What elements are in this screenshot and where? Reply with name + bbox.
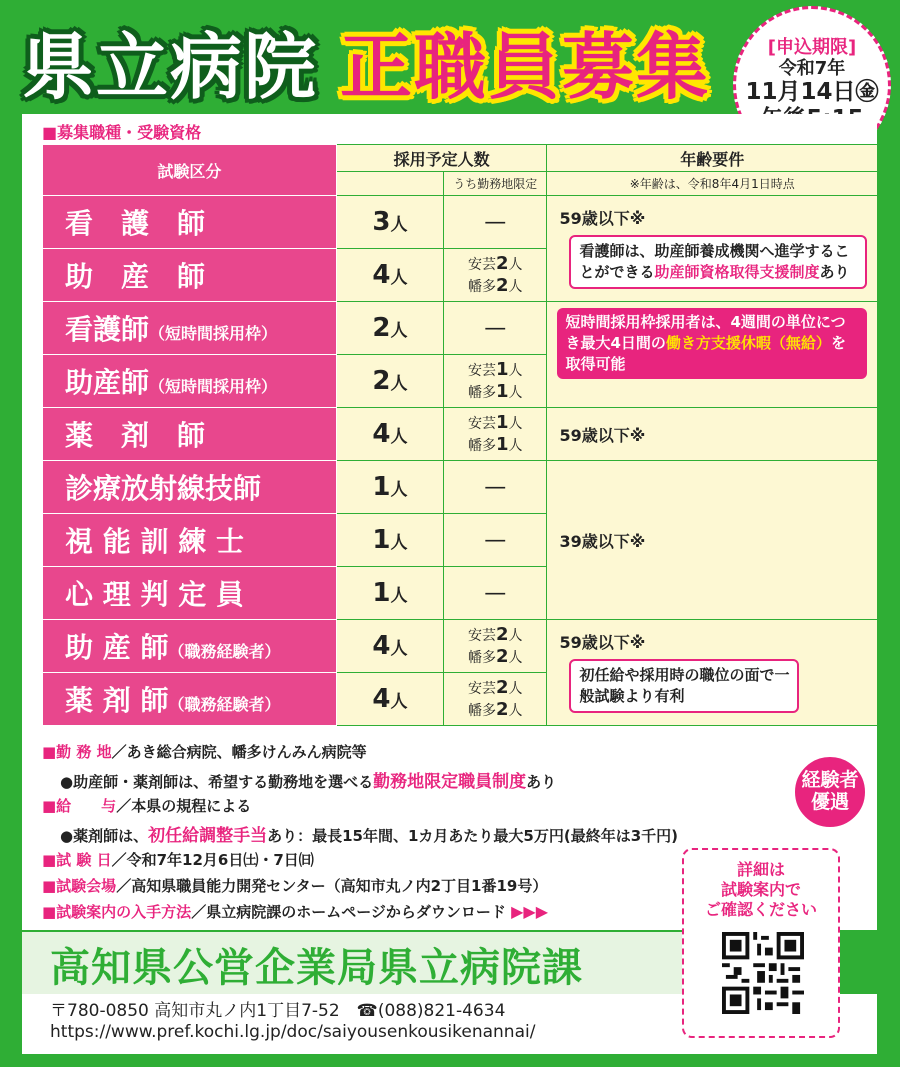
loc-num: 2 (496, 253, 509, 275)
short-note-text: 短時間採用枠採用者は、4週間の単位につき最大4日間の (565, 313, 846, 352)
row-category (43, 249, 337, 302)
row-count (336, 249, 443, 302)
work-note-text: ●助産師・薬剤師は、希望する勤務地を選べる (60, 773, 374, 791)
age-cell-pharmacist (547, 408, 878, 461)
table-row (43, 461, 878, 514)
table-row (43, 408, 878, 461)
row-count-unit: 人 (390, 692, 408, 712)
pay-note-tail: あり：最長15年間、1カ月あたり最大5万円(最終年は3千円) (267, 827, 678, 845)
row-category-suffix: （短時間採用枠） (149, 324, 278, 343)
row-count-unit: 人 (390, 586, 408, 606)
loc-label: 幡多 (468, 650, 497, 666)
title-prefectural-hospital: 県立病院 (22, 25, 319, 109)
row-count-value: 1 (372, 472, 391, 502)
row-category-suffix: （短時間採用枠） (149, 377, 278, 396)
loc-label: 安芸 (468, 628, 497, 645)
row-category-suffix: （職務経験者） (168, 642, 281, 661)
support-note-highlight: 助産師資格取得支援制度 (654, 263, 820, 281)
loc-label: 安芸 (468, 363, 497, 380)
row-count-value: 4 (372, 260, 391, 290)
qr-code-icon[interactable] (722, 932, 804, 1014)
row-category-name: 薬 剤 師 (65, 684, 169, 717)
loc-num: 2 (496, 646, 509, 667)
row-category (43, 673, 337, 726)
row-category-name: 助産師 (65, 366, 150, 399)
website-url[interactable]: https://www.pref.kochi.lg.jp/doc/saiyousenkousikenannai/ (50, 1022, 536, 1042)
work-text: ／あき総合病院、幡多けんみん病院等 (111, 743, 367, 761)
row-location: 安芸2人 幡多2人 (444, 620, 547, 673)
row-category (43, 514, 337, 567)
row-location: — (444, 567, 547, 620)
row-category-name: 助 産 師 (65, 260, 206, 293)
age-cell-experienced (547, 620, 878, 726)
header-category: 試験区分 (43, 145, 337, 196)
qr-line1: 詳細は (736, 860, 785, 879)
date-label: ■試 験 日 (42, 851, 112, 869)
row-category (43, 355, 337, 408)
loc-num: 1 (496, 434, 509, 455)
pay-label: ■給 与 (42, 797, 117, 815)
row-category-name: 診療放射線技師 (65, 472, 262, 505)
header-count: 採用予定人数 (336, 145, 547, 172)
recruitment-table (42, 144, 878, 726)
pay-note-highlight: 初任給調整手当 (148, 826, 268, 846)
short-note-tail: を取得可能 (565, 334, 846, 373)
row-count-value: 4 (372, 684, 391, 714)
row-count (336, 620, 443, 673)
deadline-label: [申込期限] (767, 36, 857, 58)
date-text: ／令和7年12月6日㈯・7日㈰ (111, 851, 314, 869)
row-count-value: 2 (372, 366, 391, 396)
row-count-value: 4 (372, 419, 391, 449)
age-cell-nursing (547, 196, 878, 302)
row-count-value: 1 (372, 525, 391, 555)
row-category-name: 助 産 師 (65, 631, 169, 664)
row-count (336, 196, 443, 249)
loc-label: 幡多 (468, 279, 497, 295)
work-label: ■勤 務 地 (42, 743, 112, 761)
row-count (336, 355, 443, 408)
work-location-line (42, 741, 367, 762)
age-cell-short (547, 302, 878, 408)
loc-label: 安芸 (468, 681, 497, 698)
badge-line2: 優遇 (810, 791, 849, 813)
short-time-note (557, 308, 867, 379)
title-regular-staff-recruitment: 正職員募集 (340, 25, 711, 109)
arrow-right-icon: ▶▶▶ (511, 902, 549, 921)
guide-line (42, 901, 548, 922)
age-cell-39 (547, 461, 878, 620)
row-count-unit: 人 (390, 374, 408, 394)
header-age-sub: ※年齢は、令和8年4月1日時点 (547, 172, 878, 196)
age-59-a: 59歳以下※ (559, 209, 646, 228)
loc-label: 幡多 (468, 385, 497, 401)
row-category-name: 視 能 訓 練 士 (65, 525, 244, 558)
row-count (336, 514, 443, 567)
loc-num: 1 (496, 381, 509, 402)
row-count-value: 3 (372, 207, 391, 237)
row-count-value: 2 (372, 313, 391, 343)
venue-label: ■試験会場 (42, 877, 117, 895)
row-count (336, 567, 443, 620)
work-location-note (60, 767, 556, 792)
table-row (43, 302, 878, 355)
age-59-b: 59歳以下※ (559, 425, 646, 445)
experienced-note: 初任給や採用時の職位の面で一般試験より有利 (569, 659, 799, 713)
row-count (336, 673, 443, 726)
content-panel (22, 114, 877, 930)
row-count-unit: 人 (390, 321, 408, 341)
loc-label: 幡多 (468, 703, 497, 719)
row-count (336, 302, 443, 355)
loc-num: 2 (496, 275, 509, 296)
row-location: 安芸1人 幡多1人 (444, 355, 547, 408)
support-note (569, 235, 867, 289)
venue-text: ／高知県職員能力開発センター（高知市丸ノ内2丁目1番19号） (116, 877, 548, 895)
badge-line1: 経験者 (801, 769, 859, 792)
experienced-preferred-badge (792, 754, 868, 830)
work-note-highlight: 勤務地限定職員制度 (373, 772, 527, 792)
row-category-name: 薬 剤 師 (65, 419, 206, 452)
salary-line (42, 795, 251, 816)
row-count (336, 461, 443, 514)
loc-label: 安芸 (468, 257, 497, 274)
loc-num: 1 (496, 412, 509, 434)
row-category (43, 620, 337, 673)
row-category (43, 408, 337, 461)
row-count-unit: 人 (390, 533, 408, 553)
address-phone: 〒780-0850 高知市丸ノ内1丁目7-52 ☎(088)821-4634 (50, 1001, 506, 1021)
row-location: 安芸1人 幡多1人 (444, 408, 547, 461)
loc-num: 2 (496, 677, 509, 699)
age-59-c: 59歳以下※ (559, 633, 646, 652)
row-count-unit: 人 (390, 639, 408, 659)
row-category-suffix: （職務経験者） (168, 695, 281, 714)
pay-text: ／本県の規程による (116, 797, 252, 815)
row-count-value: 1 (372, 578, 391, 608)
loc-num: 1 (496, 359, 509, 381)
row-location: — (444, 461, 547, 514)
row-location: — (444, 302, 547, 355)
loc-label: 安芸 (468, 416, 497, 433)
row-location: 安芸2人 幡多2人 (444, 249, 547, 302)
deadline-era: 令和7年 (778, 57, 846, 79)
header-count-sub: うち勤務地限定 (444, 172, 547, 196)
deadline-date: 11月14日㊎ (745, 79, 879, 106)
exam-date-line (42, 849, 314, 870)
work-note-tail: あり (526, 773, 557, 791)
row-location: 安芸2人 幡多2人 (444, 673, 547, 726)
row-category (43, 567, 337, 620)
row-category (43, 302, 337, 355)
short-note-highlight: 働き方支援休暇（無給） (665, 334, 831, 352)
age-39: 39歳以下※ (559, 531, 646, 551)
row-location: — (444, 196, 547, 249)
row-count-unit: 人 (390, 480, 408, 500)
support-note-tail: あり (819, 263, 850, 281)
loc-label: 幡多 (468, 438, 497, 454)
table-row (43, 196, 878, 249)
qr-text (684, 860, 838, 920)
row-count (336, 408, 443, 461)
support-note-text: 看護師は、助産師養成機関へ進学することができる (579, 242, 850, 281)
guide-text: ／県立病院課のホームページからダウンロード (191, 903, 506, 921)
row-category (43, 461, 337, 514)
guide-label: ■試験案内の入手方法 (42, 903, 192, 921)
row-category-name: 心 理 判 定 員 (65, 578, 244, 611)
row-count-value: 4 (372, 631, 391, 661)
table-row (43, 620, 878, 673)
header-age: 年齢要件 (547, 145, 878, 172)
row-category (43, 196, 337, 249)
loc-num: 2 (496, 624, 509, 646)
loc-num: 2 (496, 699, 509, 720)
qr-line2: 試験案内で (720, 880, 801, 899)
row-count-unit: 人 (390, 268, 408, 288)
venue-line (42, 875, 547, 896)
row-category-name: 看 護 師 (65, 207, 206, 240)
qr-panel (682, 848, 840, 1038)
row-count-unit: 人 (390, 427, 408, 447)
row-category-name: 看護師 (65, 313, 150, 346)
organization-name: 高知県公営企業局県立病院課 (50, 945, 583, 991)
row-location: — (444, 514, 547, 567)
qr-line3: ご確認ください (704, 900, 817, 919)
row-count-unit: 人 (390, 215, 408, 235)
section-title: ■募集職種・受験資格 (42, 123, 202, 142)
salary-note (60, 821, 678, 846)
pay-note-text: ●薬剤師は、 (60, 827, 149, 845)
